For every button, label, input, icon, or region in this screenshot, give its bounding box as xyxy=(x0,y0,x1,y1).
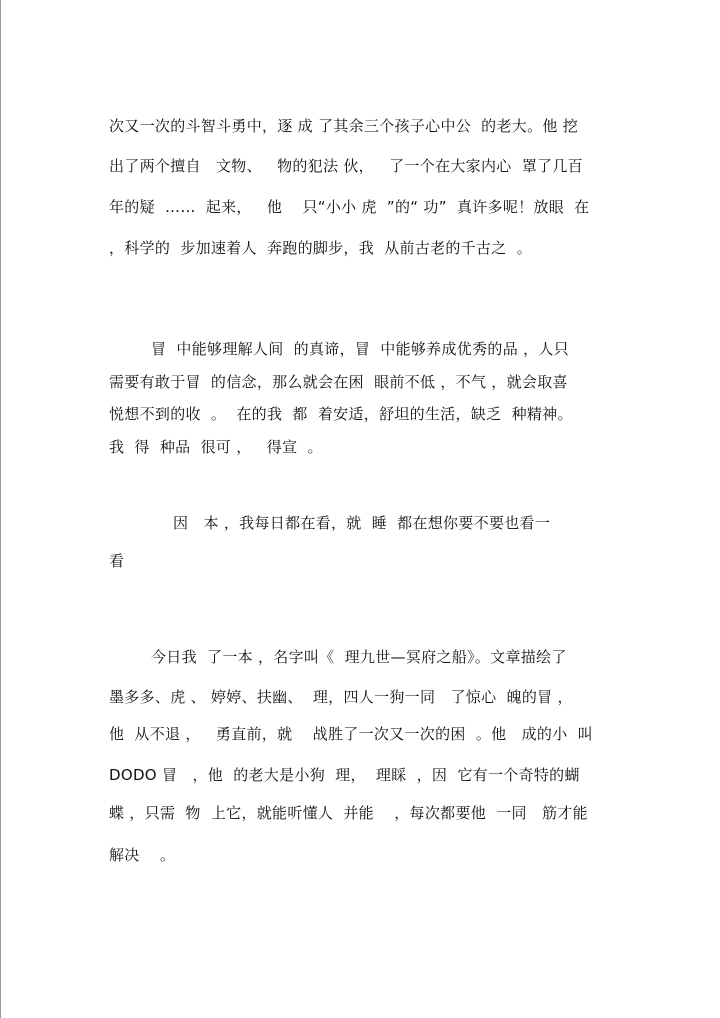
paragraph-2-line-4: 我 得 种品 很可 ， 得宣 。 xyxy=(109,438,323,456)
paragraph-4-line-6: 解决 。 xyxy=(109,846,176,864)
paragraph-2-line-1: 冒 中能够理解人间 的真谛，冒 中能够养成优秀的品 ，人只 xyxy=(151,340,569,358)
paragraph-2-line-2: 需要有敢于冒 的信念，那么就会在困 眼前不低 ，不气 ，就会取喜 xyxy=(109,373,568,391)
paragraph-4-line-4: DODO 冒 ，他 的老大是小狗 理， 理睬 ，因 它有一个奇特的蝴 xyxy=(109,766,580,784)
paragraph-4-line-2: 墨多多、虎 、 婷婷、扶幽、 理，四人一狗一同 了惊心 魄的冒 ， xyxy=(109,688,573,706)
paragraph-1-line-4: ，科学的 步加速着人 奔跑的脚步，我 从前古老的千古之 。 xyxy=(109,239,533,257)
paragraph-2-line-3: 悦想不到的收 。 在的我 都 着安适，舒坦的生活，缺乏 种精神。 xyxy=(109,405,573,423)
paragraph-4-line-1: 今日我 了一本 ，名字叫《 理九世—冥府之船》。文章描绘了 xyxy=(151,648,567,666)
paragraph-3-line-2: 看 xyxy=(109,552,125,570)
paragraph-1-line-2: 出了两个擅自 文物、 物的犯法 伙， 了一个在大家内心 罩了几百 xyxy=(109,157,583,175)
paragraph-1-line-1: 次又一次的斗智斗勇中，逐 成 了其余三个孩子心中公 的老大。他 挖 xyxy=(109,117,579,135)
paragraph-4-line-5: 蝶 ，只需 物 上它，就能听懂人 并能 ，每次都要他 一同 筋才能 xyxy=(109,804,588,822)
paragraph-4-line-3: 他 从不退 ， 勇直前，就 战胜了一次又一次的困 。他 成的小 叫 xyxy=(109,725,593,743)
paragraph-1-line-3: 年的疑 …… 起来， 他 只“小小 虎 ”的“ 功” 真许多呢！放眼 在 xyxy=(109,198,590,216)
paragraph-3-line-1: 因 本 ，我每日都在看，就 睡 都在想你要不要也看一 xyxy=(173,514,551,532)
